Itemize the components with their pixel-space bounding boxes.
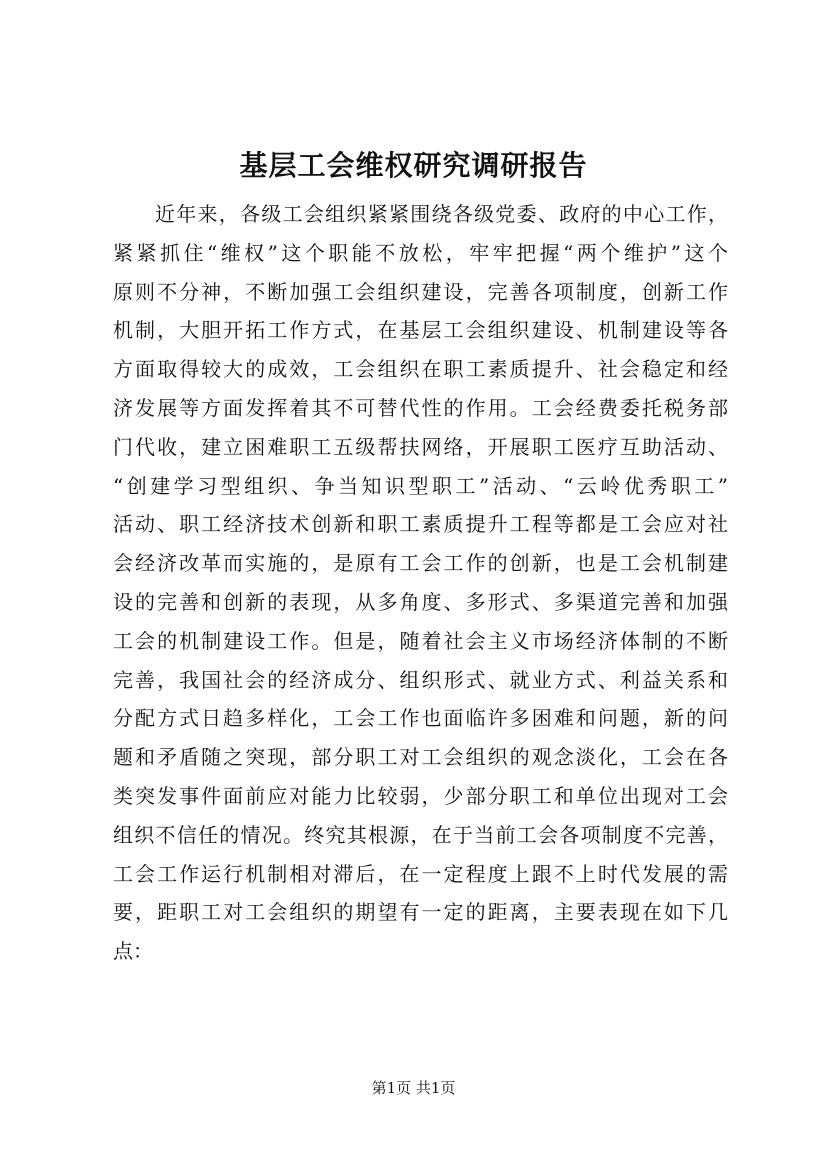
paragraph-line: 原则不分神，不断加强工会组织建设，完善各项制度，创新工作 bbox=[113, 279, 728, 304]
document-body bbox=[113, 195, 728, 971]
paragraph-line: 门代收，建立困难职工五级帮扶网络，开展职工医疗互助活动、 bbox=[113, 434, 728, 459]
paragraph-line: 题和矛盾随之突现，部分职工对工会组织的观念淡化，工会在各 bbox=[113, 745, 728, 770]
paragraph-line: 要，距职工对工会组织的期望有一定的距离，主要表现在如下几 bbox=[113, 900, 728, 925]
paragraph-line: 会经济改革而实施的，是原有工会工作的创新，也是工会机制建 bbox=[113, 551, 728, 576]
paragraph-line: 紧紧抓住“维权”这个职能不放松，牢牢把握“两个维护”这个 bbox=[113, 240, 728, 265]
paragraph-line: 近年来，各级工会组织紧紧围绕各级党委、政府的中心工作， bbox=[155, 202, 728, 226]
page-footer: 第1页 共1页 bbox=[371, 1079, 456, 1097]
paragraph-line: 设的完善和创新的表现，从多角度、多形式、多渠道完善和加强 bbox=[113, 589, 728, 614]
paragraph-line: 活动、职工经济技术创新和职工素质提升工程等都是工会应对社 bbox=[113, 512, 728, 537]
paragraph-line: 类突发事件面前应对能力比较弱，少部分职工和单位出现对工会 bbox=[113, 783, 728, 808]
paragraph-line: 济发展等方面发挥着其不可替代性的作用。工会经费委托税务部 bbox=[113, 395, 728, 420]
paragraph-line: 组织不信任的情况。终究其根源，在于当前工会各项制度不完善， bbox=[113, 822, 728, 847]
paragraph-line: 完善，我国社会的经济成分、组织形式、就业方式、利益关系和 bbox=[113, 667, 728, 692]
paragraph-line: 方面取得较大的成效，工会组织在职工素质提升、社会稳定和经 bbox=[113, 357, 728, 382]
paragraph-line: 工会工作运行机制相对滞后，在一定程度上跟不上时代发展的需 bbox=[113, 861, 728, 886]
paragraph-line: 点： bbox=[113, 939, 153, 964]
paragraph-line: 工会的机制建设工作。但是，随着社会主义市场经济体制的不断 bbox=[113, 628, 728, 653]
paragraph-line: “创建学习型组织、争当知识型职工”活动、“云岭优秀职工” bbox=[113, 473, 728, 498]
paragraph-line: 机制，大胆开拓工作方式，在基层工会组织建设、机制建设等各 bbox=[113, 318, 728, 343]
document-title: 基层工会维权研究调研报告 bbox=[239, 149, 588, 182]
paragraph-line: 分配方式日趋多样化，工会工作也面临许多困难和问题，新的问 bbox=[113, 706, 728, 731]
